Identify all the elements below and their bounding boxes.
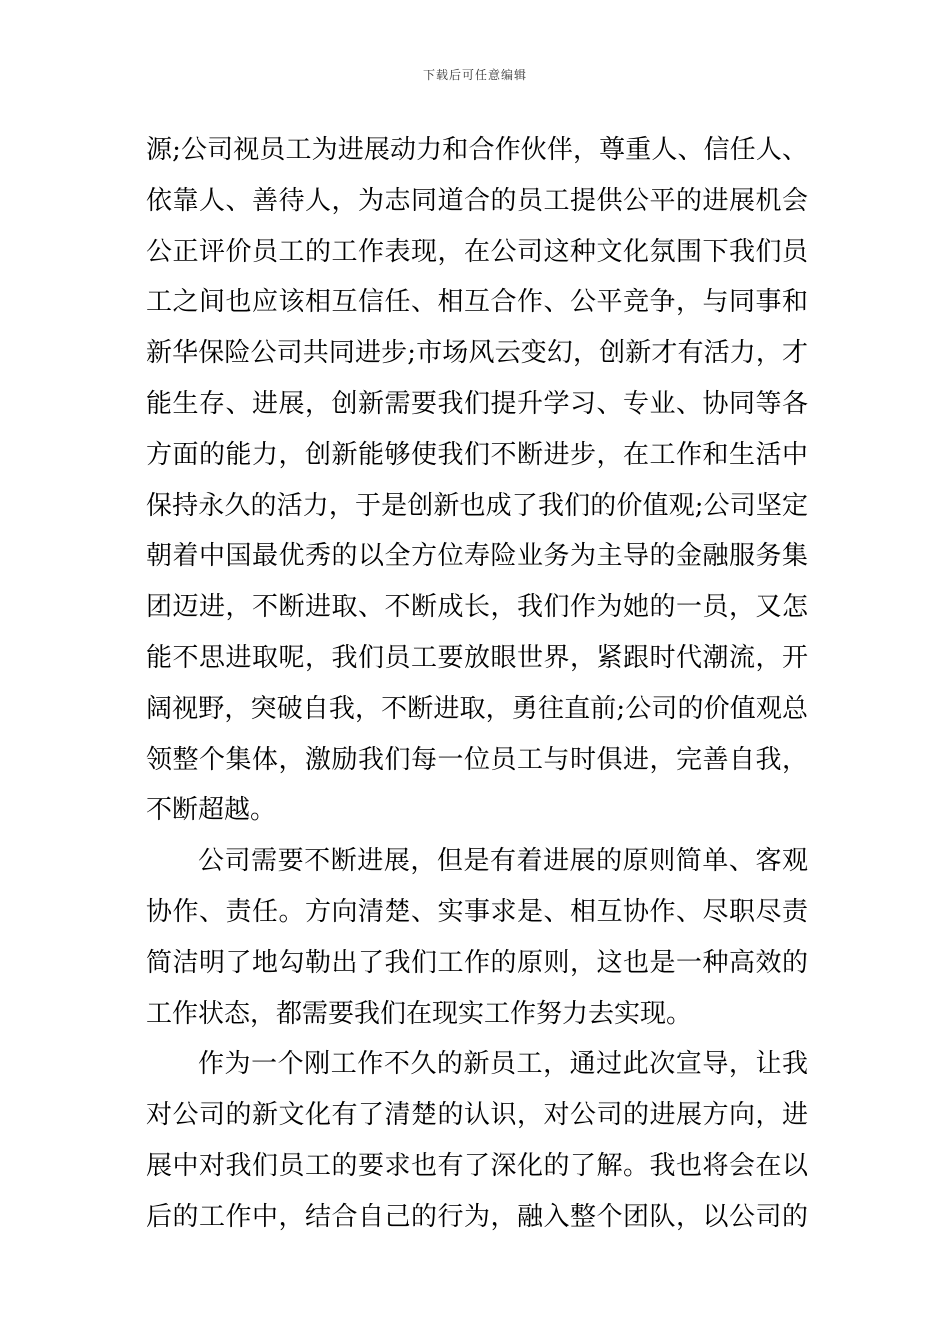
text-line: 新华保险公司共同进步;市场风云变幻，创新才有活力，才 (146, 338, 808, 369)
paragraph-2 (146, 836, 808, 1039)
page-header: 下载后可任意编辑 (422, 68, 527, 82)
text-line: 领整个集体，激励我们每一位员工与时俱进，完善自我， (146, 744, 808, 775)
text-line: 朝着中国最优秀的以全方位寿险业务为主导的金融服务集 (146, 541, 808, 572)
text-line: 团迈进，不断进取、不断成长，我们作为她的一员，又怎 (146, 592, 808, 623)
text-line: 不断超越。 (146, 795, 277, 826)
text-line: 协作、责任。方向清楚、实事求是、相互协作、尽职尽责 (146, 896, 808, 927)
text-line: 保持永久的活力，于是创新也成了我们的价值观;公司坚定 (146, 490, 808, 521)
text-line: 方面的能力，创新能够使我们不断进步，在工作和生活中 (146, 439, 808, 470)
text-line: 依靠人、善待人，为志同道合的员工提供公平的进展机会 (146, 185, 808, 216)
text-line: 公司需要不断进展，但是有着进展的原则简单、客观 (198, 846, 808, 877)
paragraph-3 (146, 1039, 808, 1242)
text-line: 工之间也应该相互信任、相互合作、公平竞争，与同事和 (146, 287, 808, 318)
text-line: 作为一个刚工作不久的新员工，通过此次宣导，让我 (198, 1049, 808, 1080)
paragraph-1 (146, 125, 808, 836)
text-line: 后的工作中，结合自己的行为，融入整个团队，以公司的 (146, 1201, 808, 1232)
text-line: 公正评价员工的工作表现，在公司这种文化氛围下我们员 (146, 236, 808, 267)
text-line: 简洁明了地勾勒出了我们工作的原则，这也是一种高效的 (146, 947, 808, 978)
text-line: 源;公司视员工为进展动力和合作伙伴，尊重人、信任人、 (146, 135, 808, 165)
text-line: 工作状态，都需要我们在现实工作努力去实现。 (146, 998, 693, 1029)
text-line: 能不思进取呢，我们员工要放眼世界，紧跟时代潮流，开 (146, 642, 808, 673)
text-line: 展中对我们员工的要求也有了深化的了解。我也将会在以 (146, 1150, 808, 1181)
text-line: 能生存、进展，创新需要我们提升学习、专业、协同等各 (146, 388, 808, 419)
text-line: 对公司的新文化有了清楚的认识，对公司的进展方向，进 (146, 1100, 808, 1131)
text-line: 阔视野，突破自我，不断进取，勇往直前;公司的价值观总 (146, 693, 808, 724)
document-body (146, 125, 808, 1243)
